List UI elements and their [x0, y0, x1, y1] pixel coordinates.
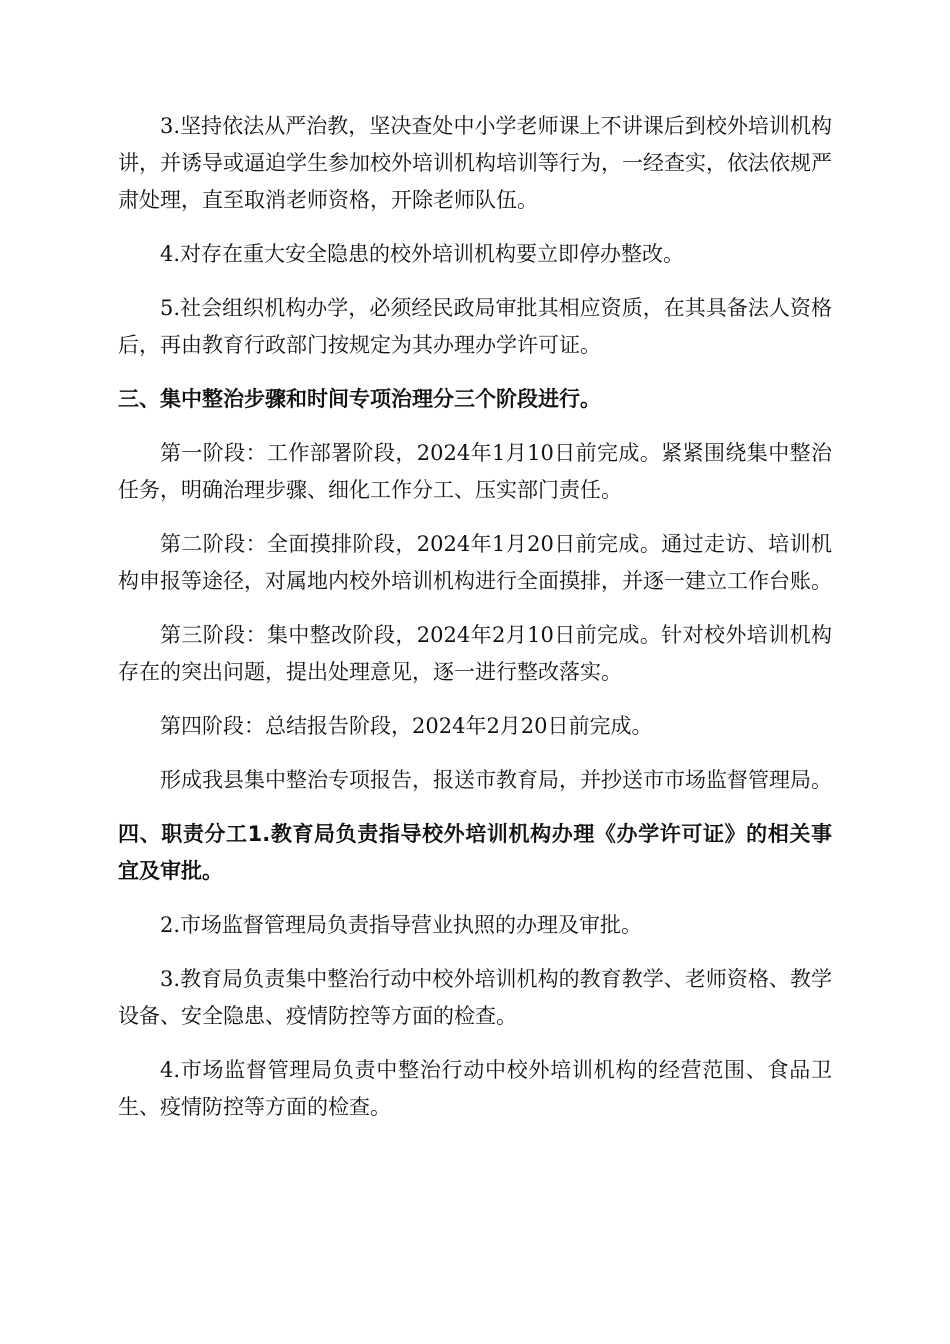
duty-item-3: 3.教育局负责集中整治行动中校外培训机构的教育教学、老师资格、教学设备、安全隐患、疫情防控等方面的检查。: [118, 967, 832, 1028]
section-heading-four: 四、职责分工1.教育局负责指导校外培训机构办理《办学许可证》的相关事宜及审批。: [118, 822, 832, 883]
stage-three-paragraph: 第三阶段：集中整改阶段，2024年2月10日前完成。针对校外培训机构存在的突出问题，提出处理意见，逐一进行整改落实。: [118, 623, 832, 684]
paragraph-item-3-teacher-discipline: 3.坚持依法从严治教，坚决查处中小学老师课上不讲课后到校外培训机构讲，并诱导或逼迫学生参加校外培训机构培训等行为，一经查实，依法依规严肃处理，直至取消老师资格，开除老师队伍。: [118, 114, 832, 212]
paragraph-item-5-social-organization: 5.社会组织机构办学，必须经民政局审批其相应资质，在其具备法人资格后，再由教育行政部门按规定为其办理办学许可证。: [118, 296, 832, 357]
duty-item-2: 2.市场监督管理局负责指导营业执照的办理及审批。: [160, 913, 643, 937]
paragraph-item-4-safety-hazard: 4.对存在重大安全隐患的校外培训机构要立即停办整改。: [160, 242, 685, 266]
duty-item-4: 4.市场监督管理局负责中整治行动中校外培训机构的经营范围、食品卫生、疫情防控等方面的检查。: [118, 1058, 832, 1119]
section-heading-three: 三、集中整治步骤和时间专项治理分三个阶段进行。: [118, 387, 601, 411]
stage-one-paragraph: 第一阶段：工作部署阶段，2024年1月10日前完成。紧紧围绕集中整治任务，明确治理步骤、细化工作分工、压实部门责任。: [118, 441, 832, 502]
stage-two-paragraph: 第二阶段：全面摸排阶段，2024年1月20日前完成。通过走访、培训机构申报等途径，对属地内校外培训机构进行全面摸排，并逐一建立工作台账。: [118, 532, 832, 593]
report-paragraph: 形成我县集中整治专项报告，报送市教育局，并抄送市市场监督管理局。: [160, 768, 832, 792]
stage-four-paragraph: 第四阶段：总结报告阶段，2024年2月20日前完成。: [160, 714, 653, 738]
